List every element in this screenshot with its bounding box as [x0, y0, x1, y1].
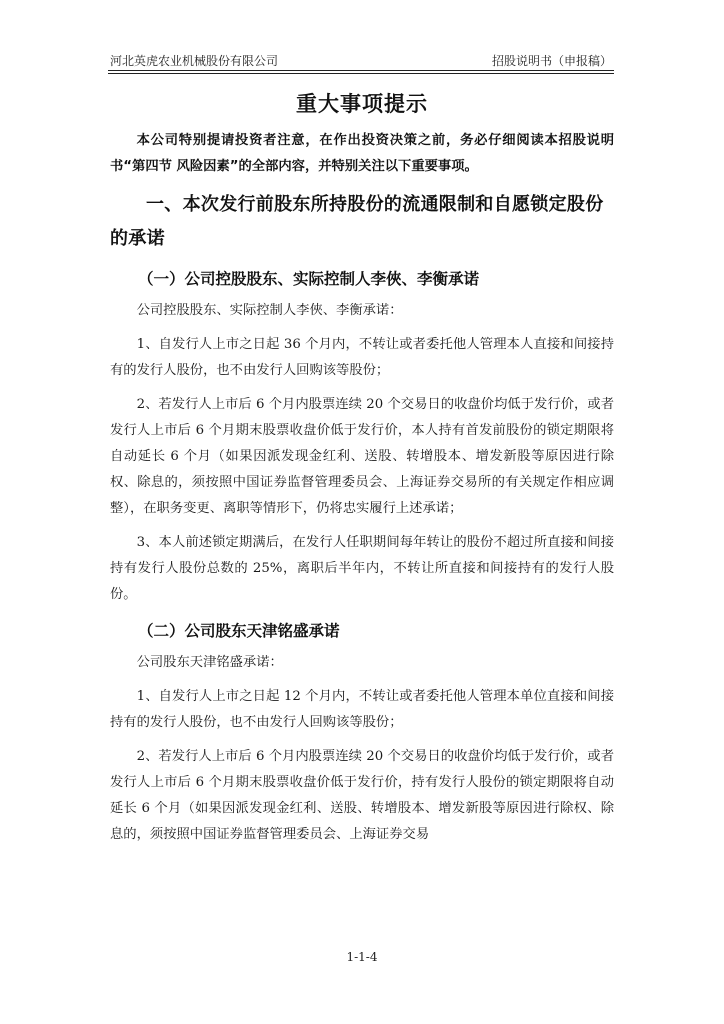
page-number: 1-1-4: [346, 950, 378, 964]
intro-notice: 本公司特别提请投资者注意，在作出投资决策之前，务必仔细阅读本招股说明书“第四节 风险因素”的全部内容，并特别关注以下重要事项。: [110, 133, 614, 174]
subsection-2-heading: （二）公司股东天津铭盛承诺: [138, 622, 340, 640]
header-rule-thin: [108, 73, 614, 74]
section-1-heading: 一、本次发行前股东所持股份的流通限制和自愿锁定股份的承诺: [110, 194, 604, 249]
paragraph: 3、本人前述锁定期满后，在发行人任职期间每年转让的股份不超过所直接和间接持有发行人股份总数的 25%，离职后半年内，不转让所直接和间接持有的发行人股份。: [110, 535, 614, 602]
header-rule: [108, 70, 614, 71]
header-document-type: 招股说明书（申报稿）: [491, 54, 612, 68]
header-company-name: 河北英虎农业机械股份有限公司: [110, 54, 279, 68]
paragraph: 公司控股股东、实际控制人李俠、李衡承诺：: [136, 303, 403, 318]
page-header: [108, 50, 614, 70]
paragraph: 公司股东天津铭盛承诺：: [136, 655, 283, 670]
document-body: [110, 128, 614, 856]
page-title: 重大事项提示: [296, 92, 428, 116]
paragraph: 1、自发行人上市之日起 36 个月内，不转让或者委托他人管理本人直接和间接持有的发行人股份，也不由发行人回购该等股份；: [110, 337, 614, 378]
paragraph: 2、若发行人上市后 6 个月内股票连续 20 个交易日的收盘价均低于发行价，或者发行人上市后 6 个月期末股票收盘价低于发行价，持有发行人股份的锁定期限将自动延长 6 个月（如果因派发现金红利、送股、转增股本、增发新股等原因进行除权、除息的，须按照中国证券监督管理委员会、上海证券交易: [110, 749, 614, 842]
paragraph: 2、若发行人上市后 6 个月内股票连续 20 个交易日的收盘价均低于发行价，或者发行人上市后 6 个月期末股票收盘价低于发行价，本人持有首发前股份的锁定期限将自动延长 6 个月（如果因派发现金红利、送股、转增股本、增发新股等原因进行除权、除息的，须按照中国证券监督管理委员会、上海证券交易所的有关规定作相应调整），在职务变更、离职等情形下，仍将忠实履行上述承诺；: [110, 397, 614, 516]
subsection-1-heading: （一）公司控股股东、实际控制人李俠、李衡承诺: [138, 270, 480, 288]
paragraph: 1、自发行人上市之日起 12 个月内，不转让或者委托他人管理本单位直接和间接持有的发行人股份，也不由发行人回购该等股份；: [110, 689, 614, 730]
